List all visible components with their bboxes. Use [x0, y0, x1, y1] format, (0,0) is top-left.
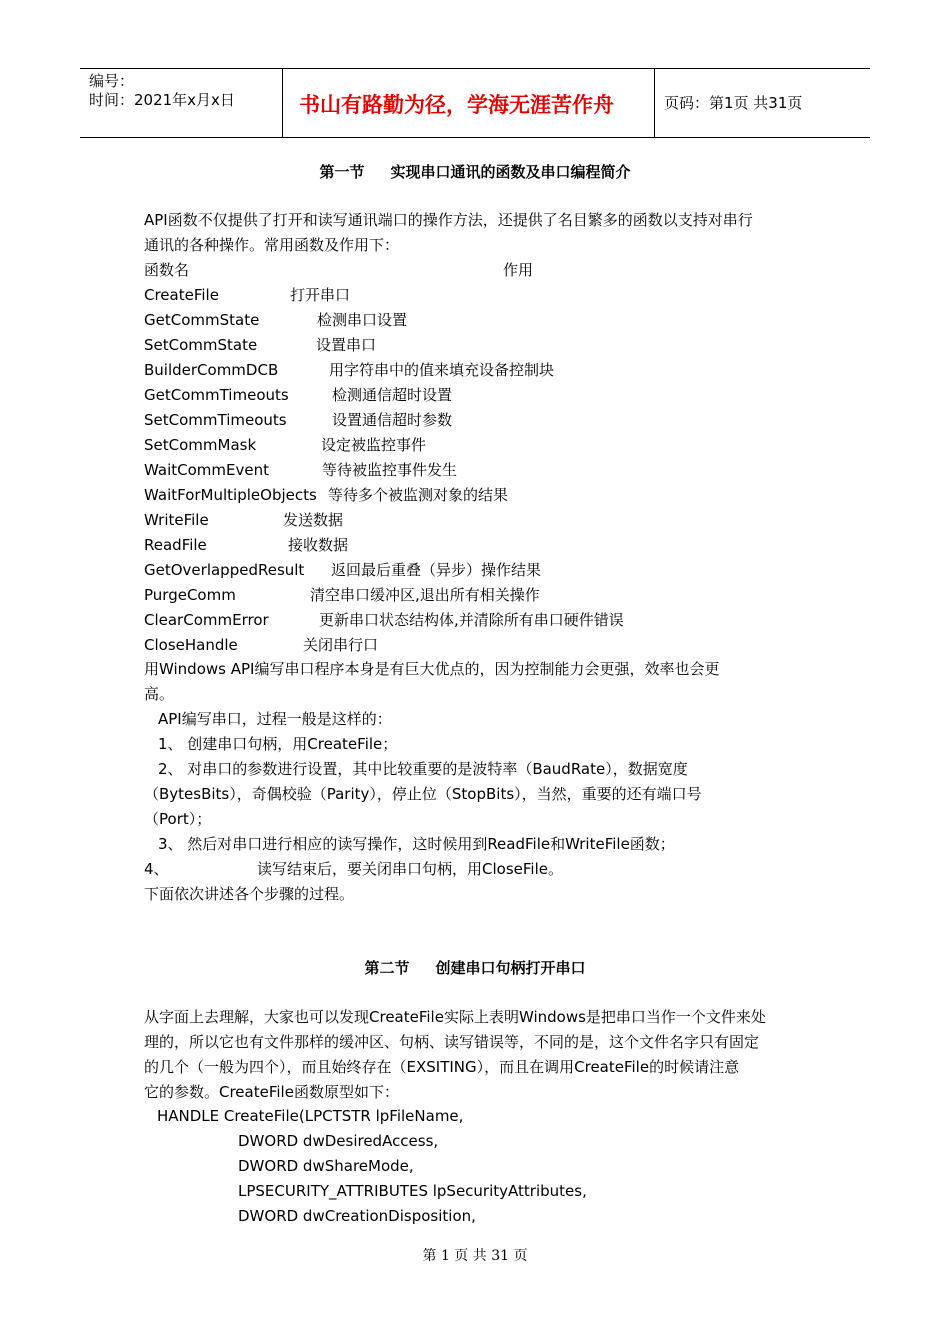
function-desc: 更新串口状态结构体,并清除所有串口硬件错误 — [319, 611, 624, 629]
function-desc: 检测通信超时设置 — [332, 386, 453, 404]
step-2-line-2: （BytesBits），奇偶校验（Parity），停止位（StopBits），当然，重要的还有端口号 — [144, 785, 702, 803]
function-name: GetOverlappedResult — [144, 561, 305, 579]
process-intro: API编写串口，过程一般是这样的： — [158, 710, 392, 728]
function-name: GetCommTimeouts — [144, 386, 289, 404]
section-2-para-line-4: 它的参数。CreateFile函数原型如下： — [144, 1083, 399, 1101]
code-line: DWORD dwCreationDisposition, — [238, 1207, 476, 1225]
function-desc: 打开串口 — [290, 286, 351, 304]
function-desc: 清空串口缓冲区,退出所有相关操作 — [310, 586, 540, 604]
function-name: WriteFile — [144, 511, 209, 529]
function-name: BuilderCommDCB — [144, 361, 279, 379]
column-header-name: 函数名 — [144, 261, 190, 279]
header-motto-cell — [283, 69, 655, 137]
advantage-line-2: 高。 — [144, 685, 175, 703]
column-header-role: 作用 — [503, 261, 534, 279]
code-line: DWORD dwShareMode, — [238, 1157, 414, 1175]
function-name: CreateFile — [144, 286, 219, 304]
header-meta-cell — [80, 69, 283, 137]
function-name: SetCommTimeouts — [144, 411, 287, 429]
function-name: ReadFile — [144, 536, 207, 554]
function-name: GetCommState — [144, 311, 260, 329]
intro-line-2: 通讯的各种操作。常用函数及作用下： — [144, 236, 400, 254]
function-desc: 等待被监控事件发生 — [322, 461, 458, 479]
header-page-info: 页码：第1页 共31页 — [664, 94, 803, 112]
section-2-para-line-2: 理的，所以它也有文件那样的缓冲区、句柄、读写错误等，不同的是，这个文件名字只有固定 — [144, 1033, 760, 1051]
page-footer: 第 1 页 共 31 页 — [422, 1248, 528, 1264]
document-date-label: 时间：2021年x月x日 — [89, 91, 235, 109]
step-4-number: 4、 — [144, 860, 169, 878]
function-desc: 设定被监控事件 — [321, 436, 427, 454]
step-2-line-1: 2、 对串口的参数进行设置，其中比较重要的是波特率（BaudRate），数据宽度 — [158, 760, 688, 778]
function-desc: 返回最后重叠（异步）操作结果 — [331, 561, 542, 579]
document-number-label: 编号： — [89, 72, 135, 90]
function-desc: 关闭串行口 — [303, 636, 379, 654]
function-desc: 设置串口 — [316, 336, 377, 354]
section-1-number: 第一节 — [319, 163, 365, 181]
function-name: WaitForMultipleObjects — [144, 486, 317, 504]
section-2-para-line-3: 的几个（一般为四个），而且始终存在（EXSITING），而且在调用CreateFile的时候请注意 — [144, 1058, 740, 1076]
function-name: SetCommMask — [144, 436, 257, 454]
code-line: DWORD dwDesiredAccess, — [238, 1132, 439, 1150]
section-1-heading: 实现串口通讯的函数及串口编程简介 — [390, 163, 631, 181]
function-desc: 检测串口设置 — [317, 311, 408, 329]
section-1-title — [0, 162, 950, 182]
function-desc: 等待多个被监测对象的结果 — [328, 486, 509, 504]
code-line: LPSECURITY_ATTRIBUTES lpSecurityAttributes, — [238, 1182, 587, 1200]
intro-line-1: API函数不仅提供了打开和读写通讯端口的操作方法，还提供了名目繁多的函数以支持对串行 — [144, 211, 753, 229]
header-motto: 书山有路勤为径，学海无涯苦作舟 — [299, 93, 614, 117]
step-1: 1、 创建串口句柄，用CreateFile； — [158, 735, 398, 753]
section-2-number: 第二节 — [364, 959, 410, 977]
advantage-line-1: 用Windows API编写串口程序本身是有巨大优点的，因为控制能力会更强，效率也会更 — [144, 660, 720, 678]
section-2-heading: 创建串口句柄打开串口 — [435, 959, 586, 977]
code-line: HANDLE CreateFile(LPCTSTR lpFileName, — [157, 1107, 464, 1125]
following-steps-note: 下面依次讲述各个步骤的过程。 — [144, 885, 355, 903]
function-desc: 设置通信超时参数 — [332, 411, 453, 429]
section-2-title — [0, 958, 950, 978]
function-name: WaitCommEvent — [144, 461, 269, 479]
step-2-line-3: （Port）； — [144, 810, 212, 828]
section-2-para-line-1: 从字面上去理解，大家也可以发现CreateFile实际上表明Windows是把串口当作一个文件来处 — [144, 1008, 766, 1026]
header-page-cell — [655, 69, 870, 137]
document-header — [80, 68, 870, 138]
function-desc: 接收数据 — [288, 536, 349, 554]
function-name: CloseHandle — [144, 636, 238, 654]
function-name: PurgeComm — [144, 586, 236, 604]
step-4-text: 读写结束后，要关闭串口句柄，用CloseFile。 — [257, 860, 563, 878]
function-desc: 发送数据 — [283, 511, 344, 529]
function-desc: 用字符串中的值来填充设备控制块 — [329, 361, 555, 379]
function-name: SetCommState — [144, 336, 258, 354]
step-3: 3、 然后对串口进行相应的读写操作，这时候用到ReadFile和WriteFile函数； — [158, 835, 675, 853]
function-name: ClearCommError — [144, 611, 269, 629]
